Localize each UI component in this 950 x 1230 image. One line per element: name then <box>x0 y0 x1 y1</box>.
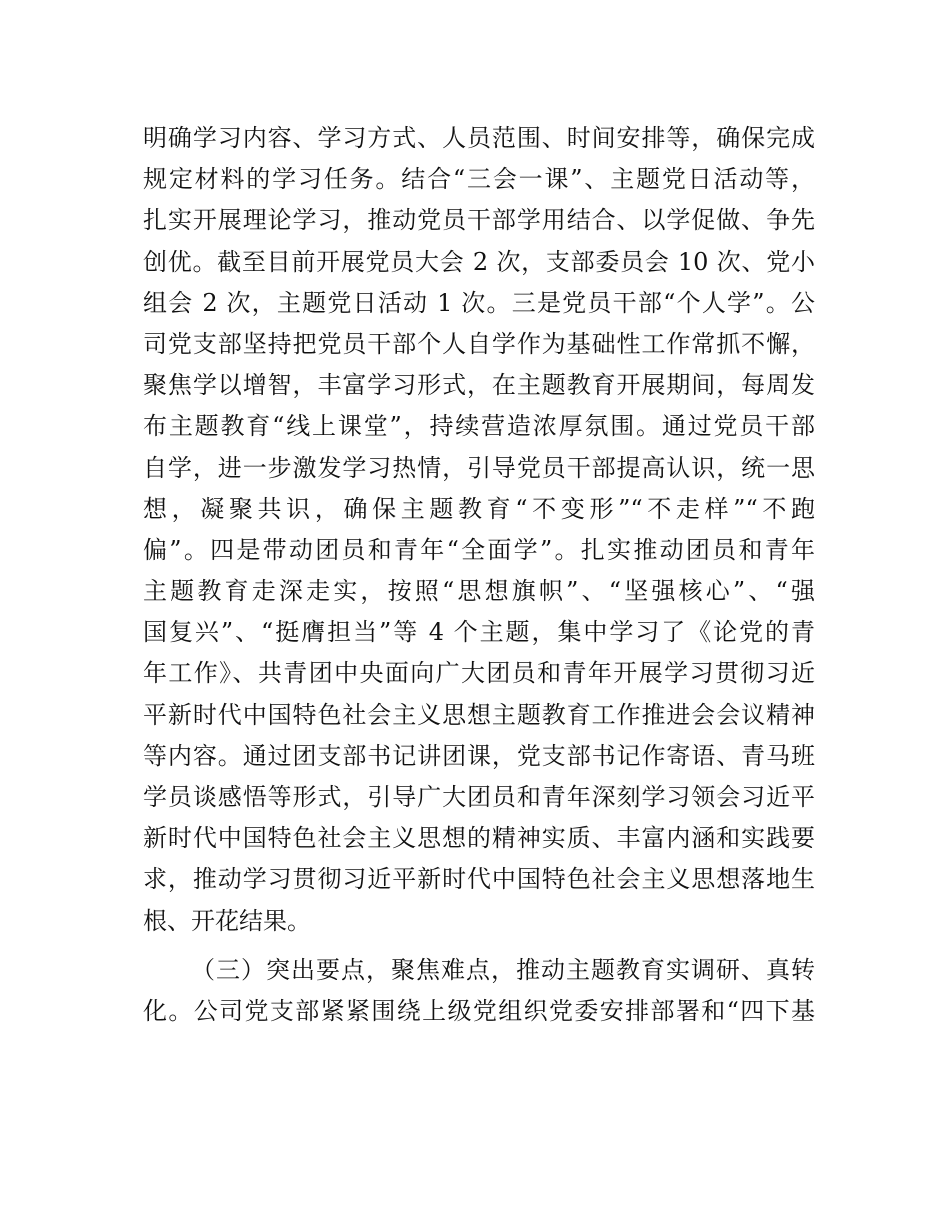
text-line: 求，推动学习贯彻习近平新时代中国特色社会主义思想落地生 <box>143 865 815 894</box>
text-line: 自学，进一步激发学习热情，引导党员干部提高认识，统一思 <box>143 453 815 482</box>
text-line: 化。公司党支部紧紧围绕上级党组织党委安排部署和“四下基 <box>143 996 815 1025</box>
text-line: 国复兴”、“挺膺担当”等 4 个主题，集中学习了《论党的青 <box>143 618 815 647</box>
text-line: 新时代中国特色社会主义思想的精神实质、丰富内涵和实践要 <box>143 824 815 853</box>
body-text <box>143 118 815 1032</box>
paragraph-gap <box>143 942 815 950</box>
text-line: 偏”。四是带动团员和青年“全面学”。扎实推动团员和青年 <box>143 535 815 564</box>
text-line: 明确学习内容、学习方式、人员范围、时间安排等，确保完成 <box>143 124 815 152</box>
text-line: 等内容。通过团支部书记讲团课，党支部书记作寄语、青马班 <box>143 741 815 770</box>
section-heading-line: （三）突出要点，聚焦难点，推动主题教育实调研、真转 <box>191 955 815 984</box>
text-line: 司党支部坚持把党员干部个人自学作为基础性工作常抓不懈， <box>143 329 815 358</box>
text-line: 根、开花结果。 <box>143 906 311 935</box>
text-line: 想，凝聚共识，确保主题教育“不变形”“不走样”“不跑 <box>143 494 815 523</box>
text-line: 年工作》、共青团中央面向广大团员和青年开展学习贯彻习近 <box>143 659 815 688</box>
text-line: 学员谈感悟等形式，引导广大团员和青年深刻学习领会习近平 <box>143 783 815 811</box>
text-line: 扎实开展理论学习，推动党员干部学用结合、以学促做、争先 <box>143 206 815 235</box>
text-line: 创优。截至目前开展党员大会 2 次，支部委员会 10 次、党小 <box>143 247 815 276</box>
text-line: 聚焦学以增智，丰富学习形式，在主题教育开展期间，每周发 <box>143 371 815 400</box>
text-line: 布主题教育“线上课堂”，持续营造浓厚氛围。通过党员干部 <box>143 412 815 441</box>
text-line: 平新时代中国特色社会主义思想主题教育工作推进会会议精神 <box>143 700 815 729</box>
text-line: 规定材料的学习任务。结合“三会一课”、主题党日活动等， <box>143 165 815 194</box>
text-line: 组会 2 次，主题党日活动 1 次。三是党员干部“个人学”。公 <box>143 288 815 317</box>
text-line: 主题教育走深走实，按照“思想旗帜”、“坚强核心”、“强 <box>143 577 815 606</box>
